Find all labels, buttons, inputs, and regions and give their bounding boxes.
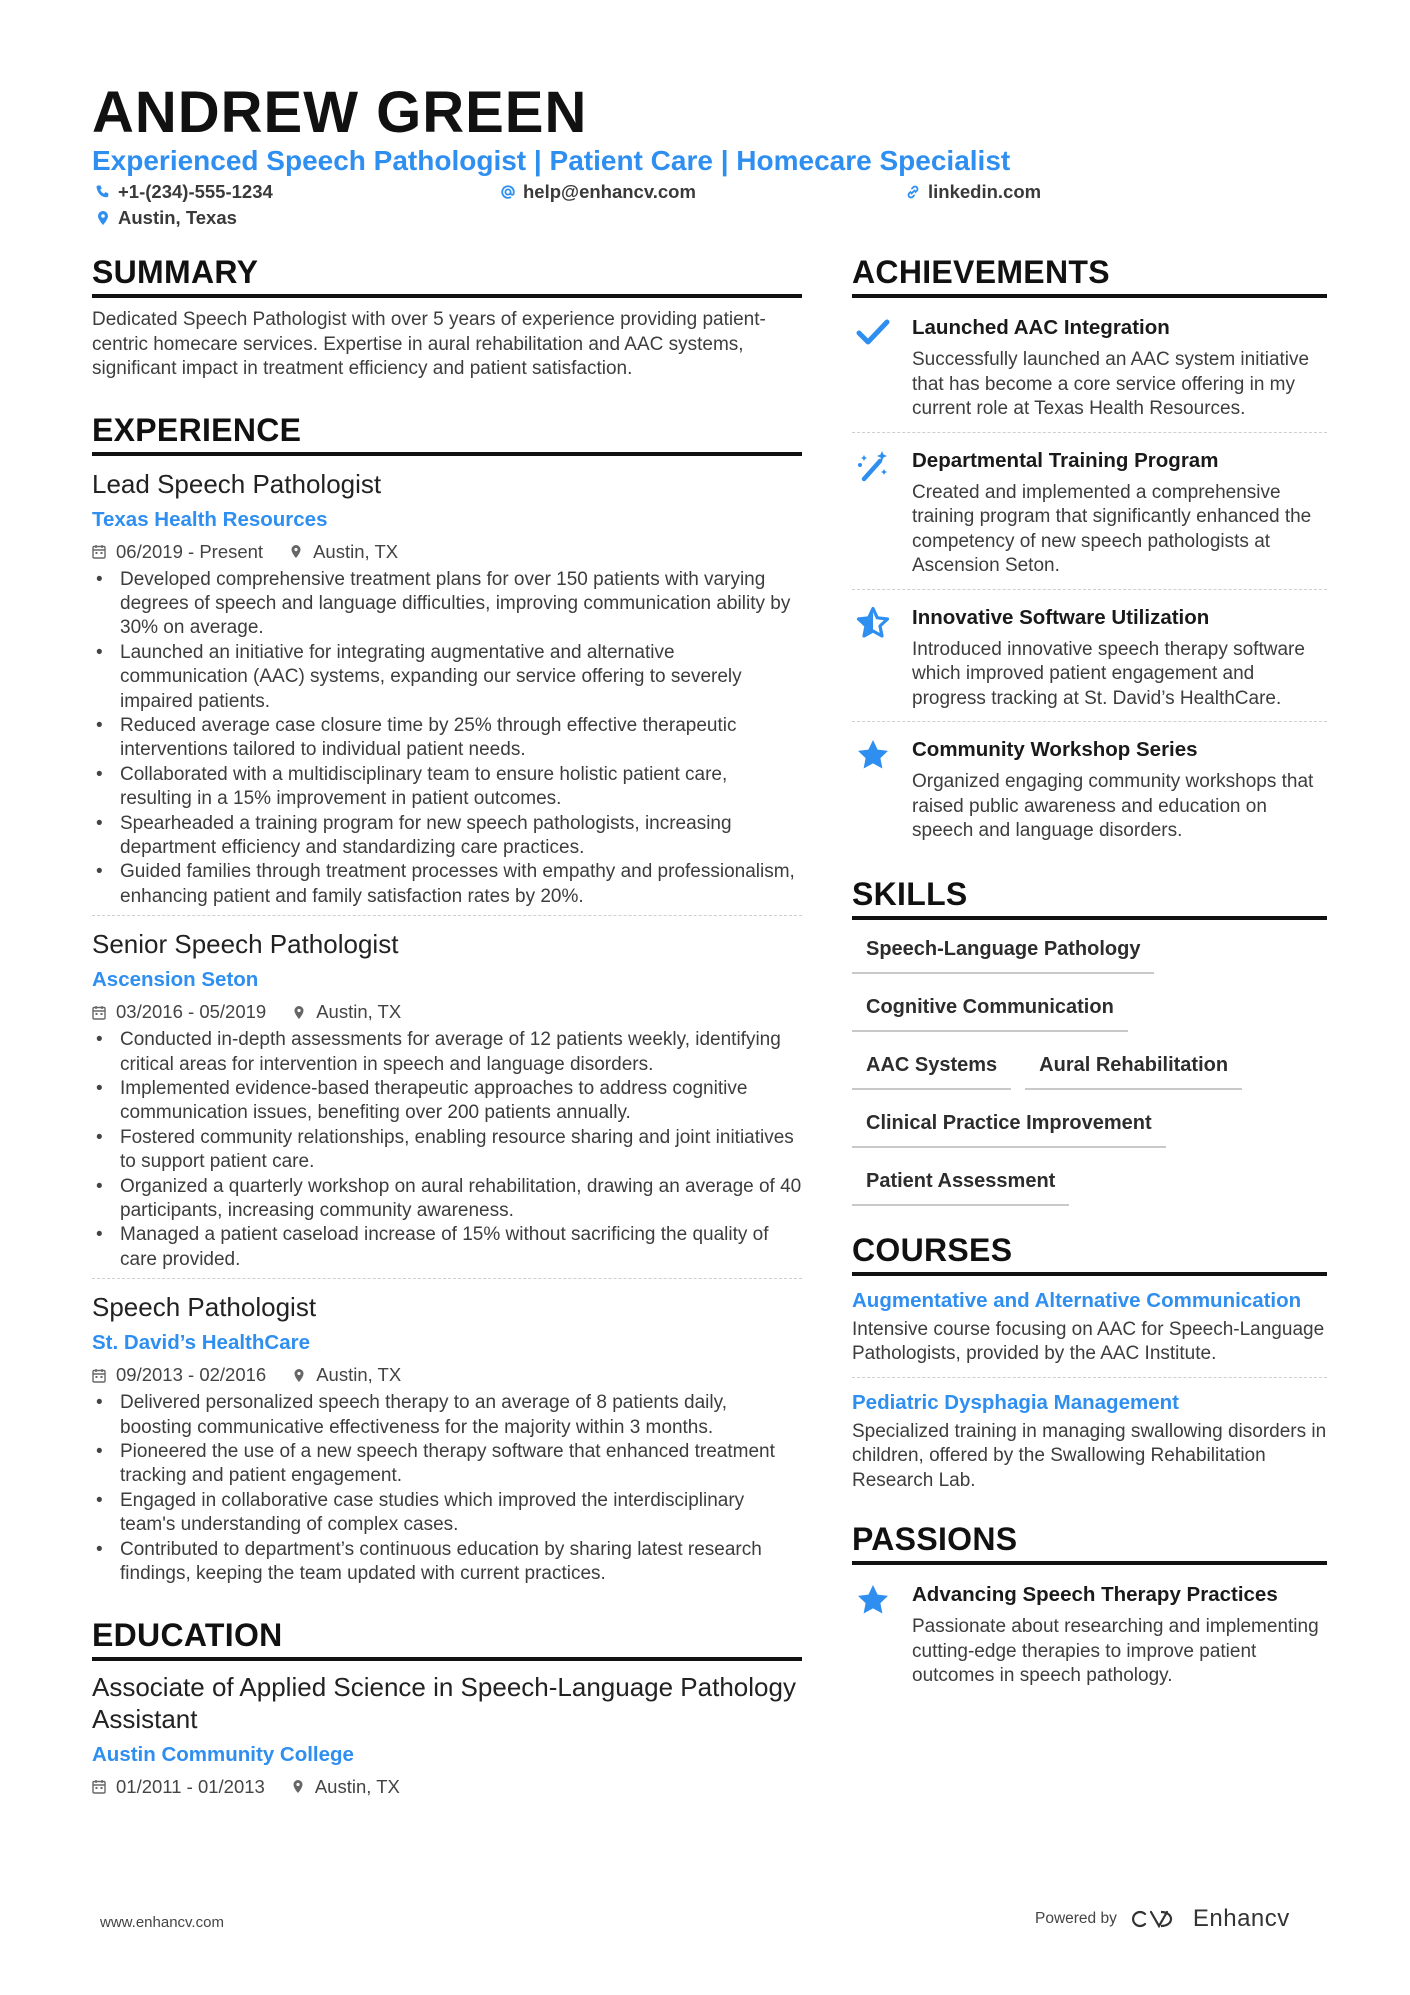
passion-item [852, 1577, 1327, 1699]
course-title: Augmentative and Alternative Communication [852, 1288, 1302, 1312]
education-meta [92, 1775, 802, 1799]
contact-location [95, 206, 237, 230]
job-entry [92, 928, 802, 1279]
bullet-item: • Reduced average case closure time by 25% through effective therapeutic interventions tailored to individual patient needs. [92, 714, 802, 763]
skill-tag: Clinical Practice Improvement [852, 1106, 1166, 1148]
job-dates: 03/2016 - 05/2019 [116, 1001, 267, 1023]
achievements-list [852, 310, 1327, 854]
divider [852, 721, 1327, 722]
skill-tag: AAC Systems [852, 1048, 1011, 1090]
achievements-heading: ACHIEVEMENTS [852, 252, 1327, 298]
wand-icon [856, 449, 890, 483]
job-company: Texas Health Resources [92, 507, 328, 531]
bullet-item: • Developed comprehensive treatment plans for over 150 patients with varying degrees of speech and language difficulties, improving communication ability by 30% on average. [92, 568, 802, 641]
achievement-item [852, 443, 1327, 589]
course-item [852, 1288, 1327, 1367]
location-pin-icon [292, 1005, 306, 1020]
at-icon [500, 184, 516, 200]
job-meta [92, 1363, 802, 1387]
achievement-item [852, 310, 1327, 432]
enhancv-logo-icon [1131, 1908, 1179, 1930]
bullet-item: • Managed a patient caseload increase of 15% without sacrificing the quality of care provided. [92, 1223, 802, 1272]
location-text: Austin, Texas [118, 207, 237, 228]
summary-heading: SUMMARY [92, 252, 802, 298]
calendar-icon [92, 1368, 106, 1383]
course-title: Pediatric Dysphagia Management [852, 1390, 1179, 1414]
right-column [852, 252, 1327, 1699]
job-location [289, 540, 398, 564]
contact-phone [95, 180, 273, 204]
education-school: Austin Community College [92, 1742, 354, 1766]
divider [852, 1377, 1327, 1378]
powered-by-label: Powered by [1035, 1910, 1117, 1927]
calendar-icon [92, 1779, 106, 1794]
experience-heading: EXPERIENCE [92, 410, 802, 456]
job-location [292, 1363, 401, 1387]
email-link[interactable]: help@enhancv.com [523, 181, 696, 202]
skill-tag: Aural Rehabilitation [1025, 1048, 1242, 1090]
skill-tag: Cognitive Communication [852, 990, 1128, 1032]
passion-title: Advancing Speech Therapy Practices [912, 1583, 1278, 1606]
course-desc: Intensive course focusing on AAC for Speech-Language Pathologists, provided by the AAC Institute. [852, 1318, 1325, 1364]
job-company: St. David’s HealthCare [92, 1331, 310, 1355]
contact-email[interactable] [500, 180, 696, 204]
tagline: Experienced Speech Pathologist | Patient Care | Homecare Specialist [92, 145, 1011, 176]
location-pin-icon [292, 1368, 306, 1383]
bullet-item: • Contributed to department’s continuous education by sharing latest research findings, keeping the team updated with current practices. [92, 1538, 802, 1587]
skill-tag: Patient Assessment [852, 1164, 1069, 1206]
education-dates: 01/2011 - 01/2013 [116, 1775, 265, 1797]
job-location [292, 1000, 401, 1024]
star-icon [856, 1583, 890, 1617]
bullet-item: • Pioneered the use of a new speech therapy software that enhanced treatment tracking and patient engagement. [92, 1440, 802, 1489]
divider [852, 589, 1327, 590]
job-dates: 09/2013 - 02/2016 [116, 1364, 267, 1386]
job-company: Ascension Seton [92, 968, 259, 992]
course-item [852, 1390, 1327, 1494]
bullet-item: • Collaborated with a multidisciplinary team to ensure holistic patient care, resulting in a 15% improvement in patient outcomes. [92, 763, 802, 812]
check-icon [856, 316, 890, 350]
bullet-item: • Delivered personalized speech therapy to an average of 8 patients daily, boosting communicative effectiveness for the majority within 3 months. [92, 1391, 802, 1440]
calendar-icon [92, 544, 106, 559]
footer-branding [1035, 1905, 1290, 1933]
bullet-item: • Implemented evidence-based therapeutic approaches to address cognitive communication issues, benefiting over 200 patients annually. [92, 1077, 802, 1126]
education-degree: Associate of Applied Science in Speech-Language Pathology Assistant [92, 1671, 796, 1734]
achievement-desc: Organized engaging community workshops that raised public awareness and education on speech and language disorders. [912, 771, 1314, 841]
skills-heading: SKILLS [852, 874, 1327, 920]
passion-desc: Passionate about researching and implementing cutting-edge therapies to improve patient outcomes in speech pathology. [912, 1616, 1319, 1686]
bullet-item: • Fostered community relationships, enabling resource sharing and joint initiatives to support patient care. [92, 1126, 802, 1175]
skill-tag: Speech-Language Pathology [852, 932, 1154, 974]
phone-text: +1-(234)-555-1234 [118, 181, 273, 202]
education-heading: EDUCATION [92, 1615, 802, 1661]
brand-name: Enhancv [1192, 1905, 1290, 1932]
achievement-item [852, 732, 1327, 854]
bullet-item: • Launched an initiative for integrating augmentative and alternative communication (AAC) systems, expanding our service offering to severely impaired patients. [92, 641, 802, 714]
phone-icon [95, 184, 111, 200]
contact-linkedin[interactable] [905, 180, 1041, 204]
course-desc: Specialized training in managing swallowing disorders in children, offered by the Swallowing Rehabilitation Research Lab. [852, 1420, 1327, 1491]
education-location [291, 1775, 400, 1799]
job-bullets [92, 1391, 802, 1586]
job-location-text: Austin, TX [313, 540, 399, 562]
achievement-title: Innovative Software Utilization [912, 605, 1210, 629]
star-icon [856, 738, 890, 772]
divider [92, 1278, 802, 1279]
linkedin-link[interactable]: linkedin.com [928, 181, 1042, 202]
bullet-item: • Engaged in collaborative case studies which improved the interdisciplinary team's understanding of complex cases. [92, 1489, 802, 1538]
achievement-desc: Created and implemented a comprehensive training program that significantly enhanced the competency of new speech pathologists at Ascension Seton. [912, 481, 1312, 576]
job-entry [92, 1291, 802, 1586]
achievement-item [852, 600, 1327, 722]
job-role: Speech Pathologist [92, 1292, 317, 1323]
candidate-name: ANDREW GREEN [92, 80, 588, 145]
achievement-title: Departmental Training Program [912, 448, 1219, 472]
bullet-item: • Organized a quarterly workshop on aural rehabilitation, drawing an average of 40 participants, increasing community awareness. [92, 1175, 802, 1224]
job-dates: 06/2019 - Present [116, 540, 264, 562]
job-location-text: Austin, TX [316, 1001, 402, 1023]
link-icon [905, 184, 921, 200]
job-location-text: Austin, TX [316, 1364, 402, 1386]
bullet-item: • Spearheaded a training program for new speech pathologists, increasing department efficiency and standardizing care practices. [92, 812, 802, 861]
job-meta [92, 1000, 802, 1024]
location-pin-icon [95, 210, 111, 226]
bullet-item: • Guided families through treatment processes with empathy and professionalism, enhancing patient and family satisfaction rates by 20%. [92, 860, 802, 909]
calendar-icon [92, 1005, 106, 1020]
job-bullets [92, 568, 802, 910]
star-outline-icon [856, 606, 890, 640]
job-role: Lead Speech Pathologist [92, 468, 382, 499]
courses-heading: COURSES [852, 1230, 1327, 1276]
passions-heading: PASSIONS [852, 1519, 1327, 1565]
location-pin-icon [291, 1779, 305, 1794]
location-pin-icon [289, 544, 303, 559]
education-location-text: Austin, TX [314, 1775, 400, 1797]
bullet-item: • Conducted in-depth assessments for average of 12 patients weekly, identifying critical areas for intervention in speech and language disorders. [92, 1028, 802, 1077]
achievement-desc: Introduced innovative speech therapy software which improved patient engagement and progress tracking at St. David’s HealthCare. [912, 638, 1305, 709]
job-meta [92, 540, 802, 564]
achievement-title: Launched AAC Integration [912, 316, 1170, 339]
achievement-title: Community Workshop Series [912, 738, 1198, 761]
divider [852, 432, 1327, 433]
left-column [92, 252, 802, 1799]
job-entry [92, 468, 802, 917]
job-role: Senior Speech Pathologist [92, 929, 399, 960]
job-bullets [92, 1028, 802, 1272]
divider [92, 915, 802, 916]
footer-website[interactable]: www.enhancv.com [100, 1914, 224, 1931]
skills-list [852, 932, 1327, 1222]
summary-text: Dedicated Speech Pathologist with over 5 years of experience providing patient-centric homecare services. Expertise in aural rehabilitation and AAC systems, significant impact in treatment efficiency and patient satisfaction. [92, 309, 766, 379]
achievement-desc: Successfully launched an AAC system initiative that has become a core service offering in my current role at Texas Health Resources. [912, 349, 1310, 419]
